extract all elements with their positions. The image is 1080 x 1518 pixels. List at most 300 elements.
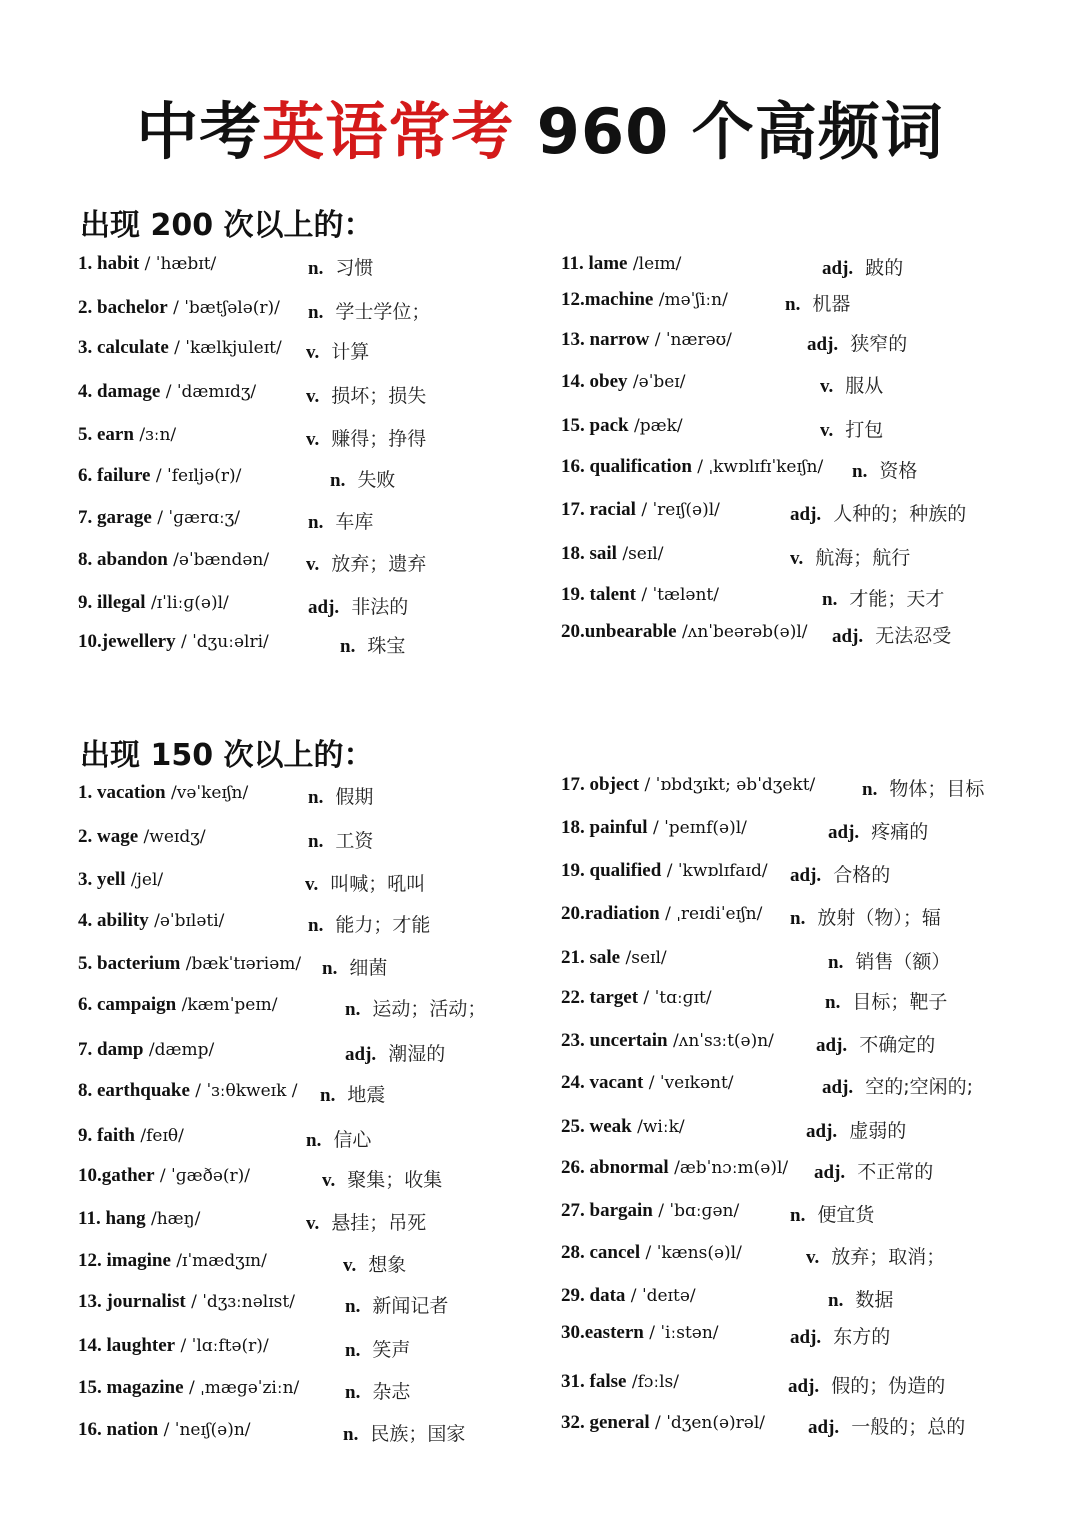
- vocab-phonetic: /pæk/: [628, 416, 683, 436]
- vocab-definition: [822, 584, 944, 611]
- vocab-chinese-meaning: 信心: [333, 1129, 372, 1151]
- vocab-chinese-meaning: 一般的；总的: [851, 1416, 966, 1438]
- vocab-number: 29.: [561, 1285, 590, 1306]
- vocab-headword: [78, 631, 176, 652]
- vocab-number: 20.: [561, 621, 585, 642]
- vocab-number: 1.: [78, 782, 97, 803]
- vocab-phonetic: / ˈɜːθkweɪk /: [189, 1081, 298, 1101]
- vocab-word: bachelor: [97, 297, 168, 318]
- vocab-chinese-meaning: 聚集；收集: [347, 1169, 443, 1191]
- vocab-headword: [561, 860, 661, 881]
- vocab-phonetic: / ˈkæns(ə)l/: [640, 1243, 742, 1263]
- vocab-headword: [561, 987, 638, 1008]
- vocab-part-of-speech: n.: [340, 636, 356, 657]
- vocab-word-with-phonetic: [561, 1200, 739, 1222]
- vocab-number: 23.: [561, 1030, 590, 1051]
- vocab-number: 4.: [78, 910, 97, 931]
- vocab-phonetic: / ˈbætʃələ(r)/: [167, 298, 280, 318]
- vocab-part-of-speech: adj.: [807, 334, 839, 355]
- vocab-word: sale: [589, 947, 621, 968]
- vocab-phonetic: / ˈfeɪljə(r)/: [150, 466, 242, 486]
- vocab-word: garage: [97, 507, 152, 528]
- vocab-chinese-meaning: 不正常的: [857, 1161, 934, 1183]
- vocab-word-with-phonetic: [561, 253, 681, 275]
- vocab-definition: [306, 337, 369, 364]
- vocab-headword: [561, 621, 677, 642]
- vocab-phonetic: / ˈdʒen(ə)rəl/: [649, 1413, 766, 1433]
- vocab-headword: [78, 465, 150, 486]
- vocab-word: magazine: [106, 1377, 184, 1398]
- vocab-word-with-phonetic: [561, 1412, 765, 1434]
- vocab-word: data: [589, 1285, 626, 1306]
- vocab-word: gather: [101, 1165, 155, 1186]
- vocab-headword: [561, 1116, 632, 1137]
- vocab-chinese-meaning: 计算: [331, 341, 370, 363]
- vocab-number: 19.: [561, 584, 590, 605]
- vocab-headword: [561, 1200, 653, 1221]
- vocab-part-of-speech: adj.: [345, 1044, 377, 1065]
- vocab-phonetic: /feɪθ/: [135, 1126, 184, 1146]
- vocab-headword: [78, 381, 160, 402]
- vocab-headword: [78, 549, 168, 570]
- vocab-definition: [322, 953, 387, 980]
- vocab-phonetic: /ʌnˈsɜːt(ə)n/: [667, 1031, 774, 1051]
- vocab-number: 7.: [78, 507, 97, 528]
- vocab-number: 30.: [561, 1322, 585, 1343]
- vocab-number: 13.: [78, 1291, 107, 1312]
- vocab-headword: [78, 1377, 184, 1398]
- vocab-phonetic: /wiːk/: [631, 1117, 685, 1137]
- vocab-word: hang: [105, 1208, 146, 1229]
- vocab-phonetic: / ˈkælkjuleɪt/: [168, 338, 282, 358]
- vocab-chinese-meaning: 不确定的: [859, 1034, 936, 1056]
- vocab-definition: [822, 1072, 973, 1099]
- vocab-definition: [308, 592, 408, 619]
- vocab-number: 9.: [78, 592, 97, 613]
- vocab-phonetic: /dæmp/: [143, 1040, 215, 1060]
- vocab-number: 11.: [78, 1208, 106, 1229]
- vocab-word-with-phonetic: [561, 1242, 742, 1264]
- vocab-part-of-speech: adj.: [816, 1035, 848, 1056]
- vocab-phonetic: /ɪˈmædʒɪn/: [170, 1251, 267, 1271]
- vocab-phonetic: /əˈbændən/: [167, 550, 270, 570]
- vocab-part-of-speech: adj.: [832, 626, 864, 647]
- vocab-phonetic: / ˈneɪʃ(ə)n/: [158, 1420, 251, 1440]
- vocab-phonetic: / ˈlɑːftə(r)/: [175, 1336, 269, 1356]
- vocab-word: racial: [589, 499, 636, 520]
- vocab-headword: [561, 289, 653, 310]
- vocab-word-with-phonetic: [561, 1116, 685, 1138]
- vocab-phonetic: / ˈɒbdʒɪkt; əbˈdʒekt/: [639, 775, 816, 795]
- vocab-number: 19.: [561, 860, 590, 881]
- vocab-definition: [306, 549, 426, 576]
- vocab-word-with-phonetic: [78, 869, 163, 891]
- vocab-phonetic: / ˈpeɪnf(ə)l/: [647, 818, 747, 838]
- vocab-number: 14.: [78, 1335, 107, 1356]
- vocab-chinese-meaning: 工资: [335, 830, 374, 852]
- vocab-word-with-phonetic: [78, 465, 241, 487]
- vocab-phonetic: /əˈbeɪ/: [627, 372, 686, 392]
- vocab-definition: [852, 456, 917, 483]
- vocab-phonetic: /æbˈnɔːm(ə)l/: [668, 1158, 789, 1178]
- vocab-chinese-meaning: 赚得；挣得: [331, 428, 427, 450]
- vocab-word-with-phonetic: [78, 1080, 298, 1102]
- vocab-definition: [308, 910, 430, 937]
- vocab-headword: [561, 1157, 669, 1178]
- vocab-definition: [820, 415, 883, 442]
- vocab-word: narrow: [589, 329, 650, 350]
- vocab-headword: [78, 592, 146, 613]
- vocab-word-with-phonetic: [561, 499, 720, 521]
- section-heading-150: 出现 150 次以上的：: [80, 738, 374, 773]
- vocab-word-with-phonetic: [78, 592, 229, 614]
- vocab-part-of-speech: adj.: [822, 1077, 854, 1098]
- vocab-part-of-speech: adj.: [828, 822, 860, 843]
- vocab-phonetic: /jel/: [125, 870, 164, 890]
- vocab-headword: [561, 1322, 644, 1343]
- vocab-number: 17.: [561, 774, 590, 795]
- vocab-word: talent: [589, 584, 636, 605]
- vocab-number: 10.: [78, 631, 102, 652]
- vocab-definition: [343, 1250, 406, 1277]
- vocab-phonetic: /kæmˈpeɪn/: [176, 995, 278, 1015]
- vocab-part-of-speech: n.: [308, 787, 324, 808]
- vocab-headword: [78, 297, 168, 318]
- vocab-part-of-speech: n.: [308, 258, 324, 279]
- vocab-definition: [306, 381, 426, 408]
- vocab-chinese-meaning: 资格: [879, 460, 918, 482]
- vocab-phonetic: / ˈbɑːɡən/: [652, 1201, 740, 1221]
- vocab-word-with-phonetic: [78, 253, 216, 275]
- vocab-chinese-meaning: 运动；活动；: [372, 998, 487, 1020]
- vocab-word-with-phonetic: [561, 1371, 679, 1393]
- vocab-number: 14.: [561, 371, 590, 392]
- vocab-number: 15.: [561, 415, 590, 436]
- vocab-headword: [78, 1250, 171, 1271]
- vocab-definition: [345, 994, 486, 1021]
- vocab-word-with-phonetic: [78, 297, 280, 319]
- vocab-chinese-meaning: 人种的；种族的: [833, 503, 967, 525]
- vocab-chinese-meaning: 笑声: [372, 1339, 411, 1361]
- vocab-word-with-phonetic: [561, 1322, 719, 1344]
- vocab-word: abnormal: [589, 1157, 669, 1178]
- vocab-chinese-meaning: 假期: [335, 786, 374, 808]
- vocab-word: damage: [97, 381, 161, 402]
- vocab-phonetic: / ˈɡæðə(r)/: [154, 1166, 250, 1186]
- vocab-part-of-speech: n.: [785, 294, 801, 315]
- vocab-part-of-speech: n.: [822, 589, 838, 610]
- vocab-definition: [825, 987, 947, 1014]
- vocab-word-with-phonetic: [78, 910, 224, 932]
- vocab-headword: [78, 1291, 186, 1312]
- vocab-word-with-phonetic: [561, 329, 732, 351]
- vocab-chinese-meaning: 杂志: [372, 1381, 411, 1403]
- vocab-word-with-phonetic: [78, 782, 248, 804]
- vocab-number: 6.: [78, 465, 97, 486]
- vocab-part-of-speech: n.: [828, 1290, 844, 1311]
- vocab-part-of-speech: n.: [825, 992, 841, 1013]
- vocab-headword: [78, 869, 126, 890]
- vocab-number: 5.: [78, 424, 97, 445]
- vocab-word: vacation: [97, 782, 166, 803]
- vocab-number: 6.: [78, 994, 97, 1015]
- vocab-phonetic: / ˈreɪʃ(ə)l/: [635, 500, 720, 520]
- vocab-chinese-meaning: 损坏；损失: [331, 385, 427, 407]
- vocab-chinese-meaning: 细菌: [349, 957, 388, 979]
- vocab-phonetic: / ˈɡærɑːʒ/: [151, 508, 241, 528]
- vocab-chinese-meaning: 放弃；遗弃: [331, 553, 427, 575]
- vocab-word-with-phonetic: [561, 456, 823, 478]
- vocab-chinese-meaning: 想象: [368, 1254, 407, 1276]
- vocab-word-with-phonetic: [561, 774, 815, 796]
- vocab-phonetic: /seɪl/: [616, 544, 664, 564]
- vocab-headword: [561, 456, 692, 477]
- vocab-headword: [561, 1242, 640, 1263]
- vocab-chinese-meaning: 机器: [812, 293, 851, 315]
- vocab-definition: [790, 860, 890, 887]
- vocab-chinese-meaning: 叫喊；吼叫: [330, 873, 426, 895]
- vocab-word-with-phonetic: [78, 381, 256, 403]
- vocab-part-of-speech: v.: [790, 548, 804, 569]
- vocab-definition: [308, 826, 373, 853]
- vocab-number: 24.: [561, 1072, 590, 1093]
- vocab-phonetic: / ˈnærəʊ/: [649, 330, 732, 350]
- vocab-word: imagine: [106, 1250, 171, 1271]
- vocab-headword: [561, 1371, 626, 1392]
- vocab-number: 8.: [78, 1080, 97, 1101]
- vocab-chinese-meaning: 地震: [347, 1084, 386, 1106]
- vocab-part-of-speech: adj.: [822, 258, 854, 279]
- vocab-word-with-phonetic: [78, 1419, 251, 1441]
- vocab-definition: [306, 1208, 426, 1235]
- vocab-part-of-speech: v.: [306, 342, 320, 363]
- vocab-part-of-speech: v.: [343, 1255, 357, 1276]
- vocab-phonetic: /fɔːls/: [626, 1372, 679, 1392]
- vocab-definition: [345, 1377, 410, 1404]
- vocab-definition: [806, 1242, 945, 1269]
- section-heading-200: 出现 200 次以上的：: [80, 208, 374, 243]
- vocab-phonetic: / ˈhæbɪt/: [139, 254, 217, 274]
- vocab-definition: [320, 1080, 385, 1107]
- vocab-word: unbearable: [584, 621, 677, 642]
- vocab-word-with-phonetic: [78, 1377, 299, 1399]
- vocab-part-of-speech: n.: [345, 1382, 361, 1403]
- vocab-chinese-meaning: 目标；靶子: [852, 991, 948, 1013]
- vocab-word-with-phonetic: [78, 1291, 295, 1313]
- vocab-chinese-meaning: 放射（物）；辐: [817, 907, 941, 929]
- vocab-number: 1.: [78, 253, 97, 274]
- vocab-definition: [828, 1285, 893, 1312]
- vocab-part-of-speech: adj.: [788, 1376, 820, 1397]
- vocab-definition: [816, 1030, 935, 1057]
- vocab-word: calculate: [97, 337, 169, 358]
- vocab-number: 12.: [561, 289, 585, 310]
- vocab-word-with-phonetic: [561, 1072, 734, 1094]
- vocab-definition: [790, 1322, 890, 1349]
- vocab-headword: [78, 1039, 143, 1060]
- vocab-chinese-meaning: 狭窄的: [850, 333, 908, 355]
- vocab-number: 7.: [78, 1039, 97, 1060]
- vocab-part-of-speech: n.: [306, 1130, 322, 1151]
- vocab-headword: [561, 903, 660, 924]
- vocab-definition: [322, 1165, 442, 1192]
- vocab-word-with-phonetic: [78, 337, 282, 359]
- vocab-word: abandon: [97, 549, 168, 570]
- vocab-word-with-phonetic: [78, 1208, 200, 1230]
- vocab-phonetic: /weɪdʒ/: [138, 827, 206, 847]
- vocab-definition: [340, 631, 405, 658]
- vocab-word: false: [589, 1371, 627, 1392]
- vocab-phonetic: / ˈtɑːɡɪt/: [638, 988, 712, 1008]
- vocab-word-with-phonetic: [561, 1030, 774, 1052]
- vocab-headword: [78, 337, 169, 358]
- vocab-number: 21.: [561, 947, 590, 968]
- page-title: [0, 82, 1080, 171]
- vocab-phonetic: /leɪm/: [627, 254, 682, 274]
- vocab-word-with-phonetic: [78, 1125, 184, 1147]
- vocab-word: vacant: [589, 1072, 644, 1093]
- vocab-phonetic: /vəˈkeɪʃn/: [165, 783, 249, 803]
- vocab-number: 32.: [561, 1412, 590, 1433]
- vocab-word: target: [589, 987, 639, 1008]
- vocab-number: 22.: [561, 987, 590, 1008]
- vocab-word-with-phonetic: [561, 817, 747, 839]
- vocab-definition: [308, 253, 373, 280]
- vocab-number: 15.: [78, 1377, 107, 1398]
- vocab-phonetic: /ɜːn/: [133, 425, 177, 445]
- vocab-part-of-speech: v.: [306, 386, 320, 407]
- vocab-part-of-speech: v.: [305, 874, 319, 895]
- vocab-part-of-speech: v.: [806, 1247, 820, 1268]
- vocab-word: habit: [97, 253, 140, 274]
- vocab-headword: [78, 507, 152, 528]
- vocab-word: earn: [97, 424, 134, 445]
- vocab-headword: [561, 1030, 668, 1051]
- vocab-headword: [561, 499, 636, 520]
- vocab-part-of-speech: n.: [345, 1296, 361, 1317]
- vocab-word-with-phonetic: [561, 1285, 696, 1307]
- vocab-definition: [828, 947, 950, 974]
- vocab-chinese-meaning: 便宜货: [817, 1204, 875, 1226]
- vocab-part-of-speech: n.: [345, 1340, 361, 1361]
- vocab-phonetic: / ˈiːstən/: [643, 1323, 719, 1343]
- vocab-definition: [343, 1419, 465, 1446]
- vocab-chinese-meaning: 新闻记者: [372, 1295, 449, 1317]
- vocab-word-with-phonetic: [78, 1335, 269, 1357]
- vocab-word: general: [589, 1412, 650, 1433]
- vocab-definition: [862, 774, 984, 801]
- vocab-definition: [345, 1039, 445, 1066]
- vocab-definition: [330, 465, 395, 492]
- vocab-headword: [78, 953, 180, 974]
- vocab-part-of-speech: v.: [820, 420, 834, 441]
- vocab-phonetic: /bækˈtɪəriəm/: [180, 954, 302, 974]
- vocab-number: 11.: [561, 253, 589, 274]
- vocab-word-with-phonetic: [78, 549, 269, 571]
- vocab-word-with-phonetic: [561, 621, 808, 643]
- vocab-headword: [561, 253, 628, 274]
- vocab-definition: [828, 817, 928, 844]
- vocab-number: 27.: [561, 1200, 590, 1221]
- vocab-headword: [78, 1208, 146, 1229]
- vocab-definition: [345, 1335, 410, 1362]
- vocab-word-with-phonetic: [561, 947, 667, 969]
- vocab-definition: [345, 1291, 448, 1318]
- vocab-headword: [561, 774, 639, 795]
- vocab-headword: [78, 1335, 175, 1356]
- vocab-phonetic: / ˈdʒɜːnəlɪst/: [185, 1292, 295, 1312]
- vocab-headword: [561, 1412, 650, 1433]
- vocab-part-of-speech: adj.: [808, 1417, 840, 1438]
- vocab-part-of-speech: n.: [308, 915, 324, 936]
- vocab-chinese-meaning: 合格的: [833, 864, 891, 886]
- vocab-definition: [305, 869, 425, 896]
- vocab-definition: [308, 297, 430, 324]
- vocab-headword: [561, 1072, 643, 1093]
- vocab-word: campaign: [97, 994, 177, 1015]
- vocab-number: 31.: [561, 1371, 590, 1392]
- vocab-definition: [832, 621, 951, 648]
- vocab-definition: [790, 903, 941, 930]
- vocab-part-of-speech: v.: [820, 376, 834, 397]
- vocab-headword: [78, 994, 176, 1015]
- title-highlight: 英语常考: [262, 95, 515, 168]
- vocab-word: qualification: [589, 456, 692, 477]
- vocab-chinese-meaning: 航海；航行: [815, 547, 911, 569]
- vocab-number: 25.: [561, 1116, 590, 1137]
- vocab-word-with-phonetic: [78, 507, 240, 529]
- vocab-phonetic: /ʌnˈbeərəb(ə)l/: [676, 622, 808, 642]
- vocab-definition: [306, 424, 426, 451]
- vocab-number: 18.: [561, 543, 590, 564]
- vocab-phonetic: / ˈveɪkənt/: [643, 1073, 734, 1093]
- vocab-word: illegal: [97, 592, 146, 613]
- vocab-phonetic: /ɪˈliːɡ(ə)l/: [145, 593, 229, 613]
- vocab-part-of-speech: adj.: [790, 504, 822, 525]
- vocab-part-of-speech: n.: [322, 958, 338, 979]
- vocab-word: jewellery: [101, 631, 176, 652]
- vocab-definition: [814, 1157, 933, 1184]
- vocab-number: 26.: [561, 1157, 590, 1178]
- vocab-word: faith: [97, 1125, 135, 1146]
- vocab-headword: [561, 584, 636, 605]
- vocab-part-of-speech: n.: [330, 470, 346, 491]
- vocab-headword: [78, 1165, 155, 1186]
- vocab-word-with-phonetic: [78, 631, 269, 653]
- vocab-chinese-meaning: 习惯: [335, 257, 374, 279]
- vocab-word: journalist: [106, 1291, 186, 1312]
- vocab-word: radiation: [584, 903, 660, 924]
- vocab-part-of-speech: v.: [306, 429, 320, 450]
- vocab-chinese-meaning: 珠宝: [367, 635, 406, 657]
- vocab-word: lame: [588, 253, 628, 274]
- vocab-definition: [822, 253, 903, 280]
- vocab-word: obey: [589, 371, 628, 392]
- vocab-chinese-meaning: 打包: [845, 419, 884, 441]
- vocab-number: 12.: [78, 1250, 107, 1271]
- vocab-phonetic: / ˈdʒuːəlri/: [175, 632, 269, 652]
- vocab-phonetic: /əˈbɪləti/: [148, 911, 225, 931]
- vocab-number: 5.: [78, 953, 97, 974]
- vocab-headword: [78, 253, 139, 274]
- vocab-word-with-phonetic: [561, 860, 768, 882]
- vocab-phonetic: / ˌkwɒlɪfɪˈkeɪʃn/: [691, 457, 824, 477]
- vocab-number: 18.: [561, 817, 590, 838]
- vocab-word-with-phonetic: [561, 371, 685, 393]
- vocab-number: 4.: [78, 381, 97, 402]
- vocab-word-with-phonetic: [78, 826, 206, 848]
- vocab-phonetic: / ˈdeɪtə/: [625, 1286, 696, 1306]
